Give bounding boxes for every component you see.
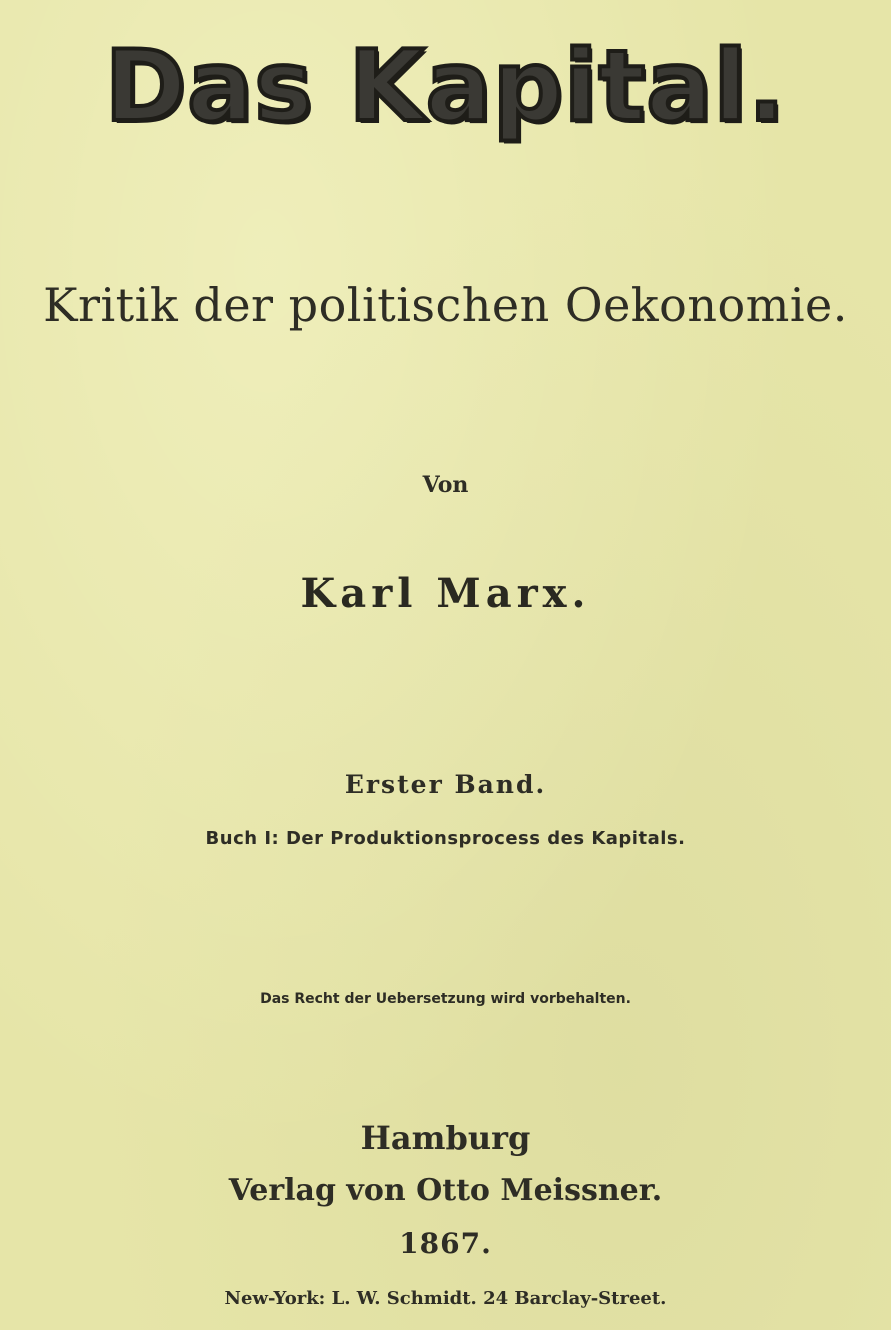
publisher-city: Hamburg: [360, 1119, 531, 1157]
publication-year: 1867.: [399, 1227, 492, 1260]
volume-label: Erster Band.: [344, 770, 547, 799]
book-title: Das Kapital.: [104, 30, 787, 144]
byline-prefix: Von: [422, 472, 469, 498]
rights-notice: Das Recht der Uebersetzung wird vorbehalten.: [260, 991, 631, 1007]
book-part-label: Buch I: Der Produktionsprocess des Kapitals.: [205, 828, 686, 849]
book-subtitle: Kritik der politischen Oekonomie.: [43, 278, 848, 332]
publisher-name: Verlag von Otto Meissner.: [228, 1173, 663, 1208]
author-name: Karl Marx.: [300, 570, 591, 617]
publisher-agent: New-York: L. W. Schmidt. 24 Barclay-Street.: [224, 1288, 667, 1309]
